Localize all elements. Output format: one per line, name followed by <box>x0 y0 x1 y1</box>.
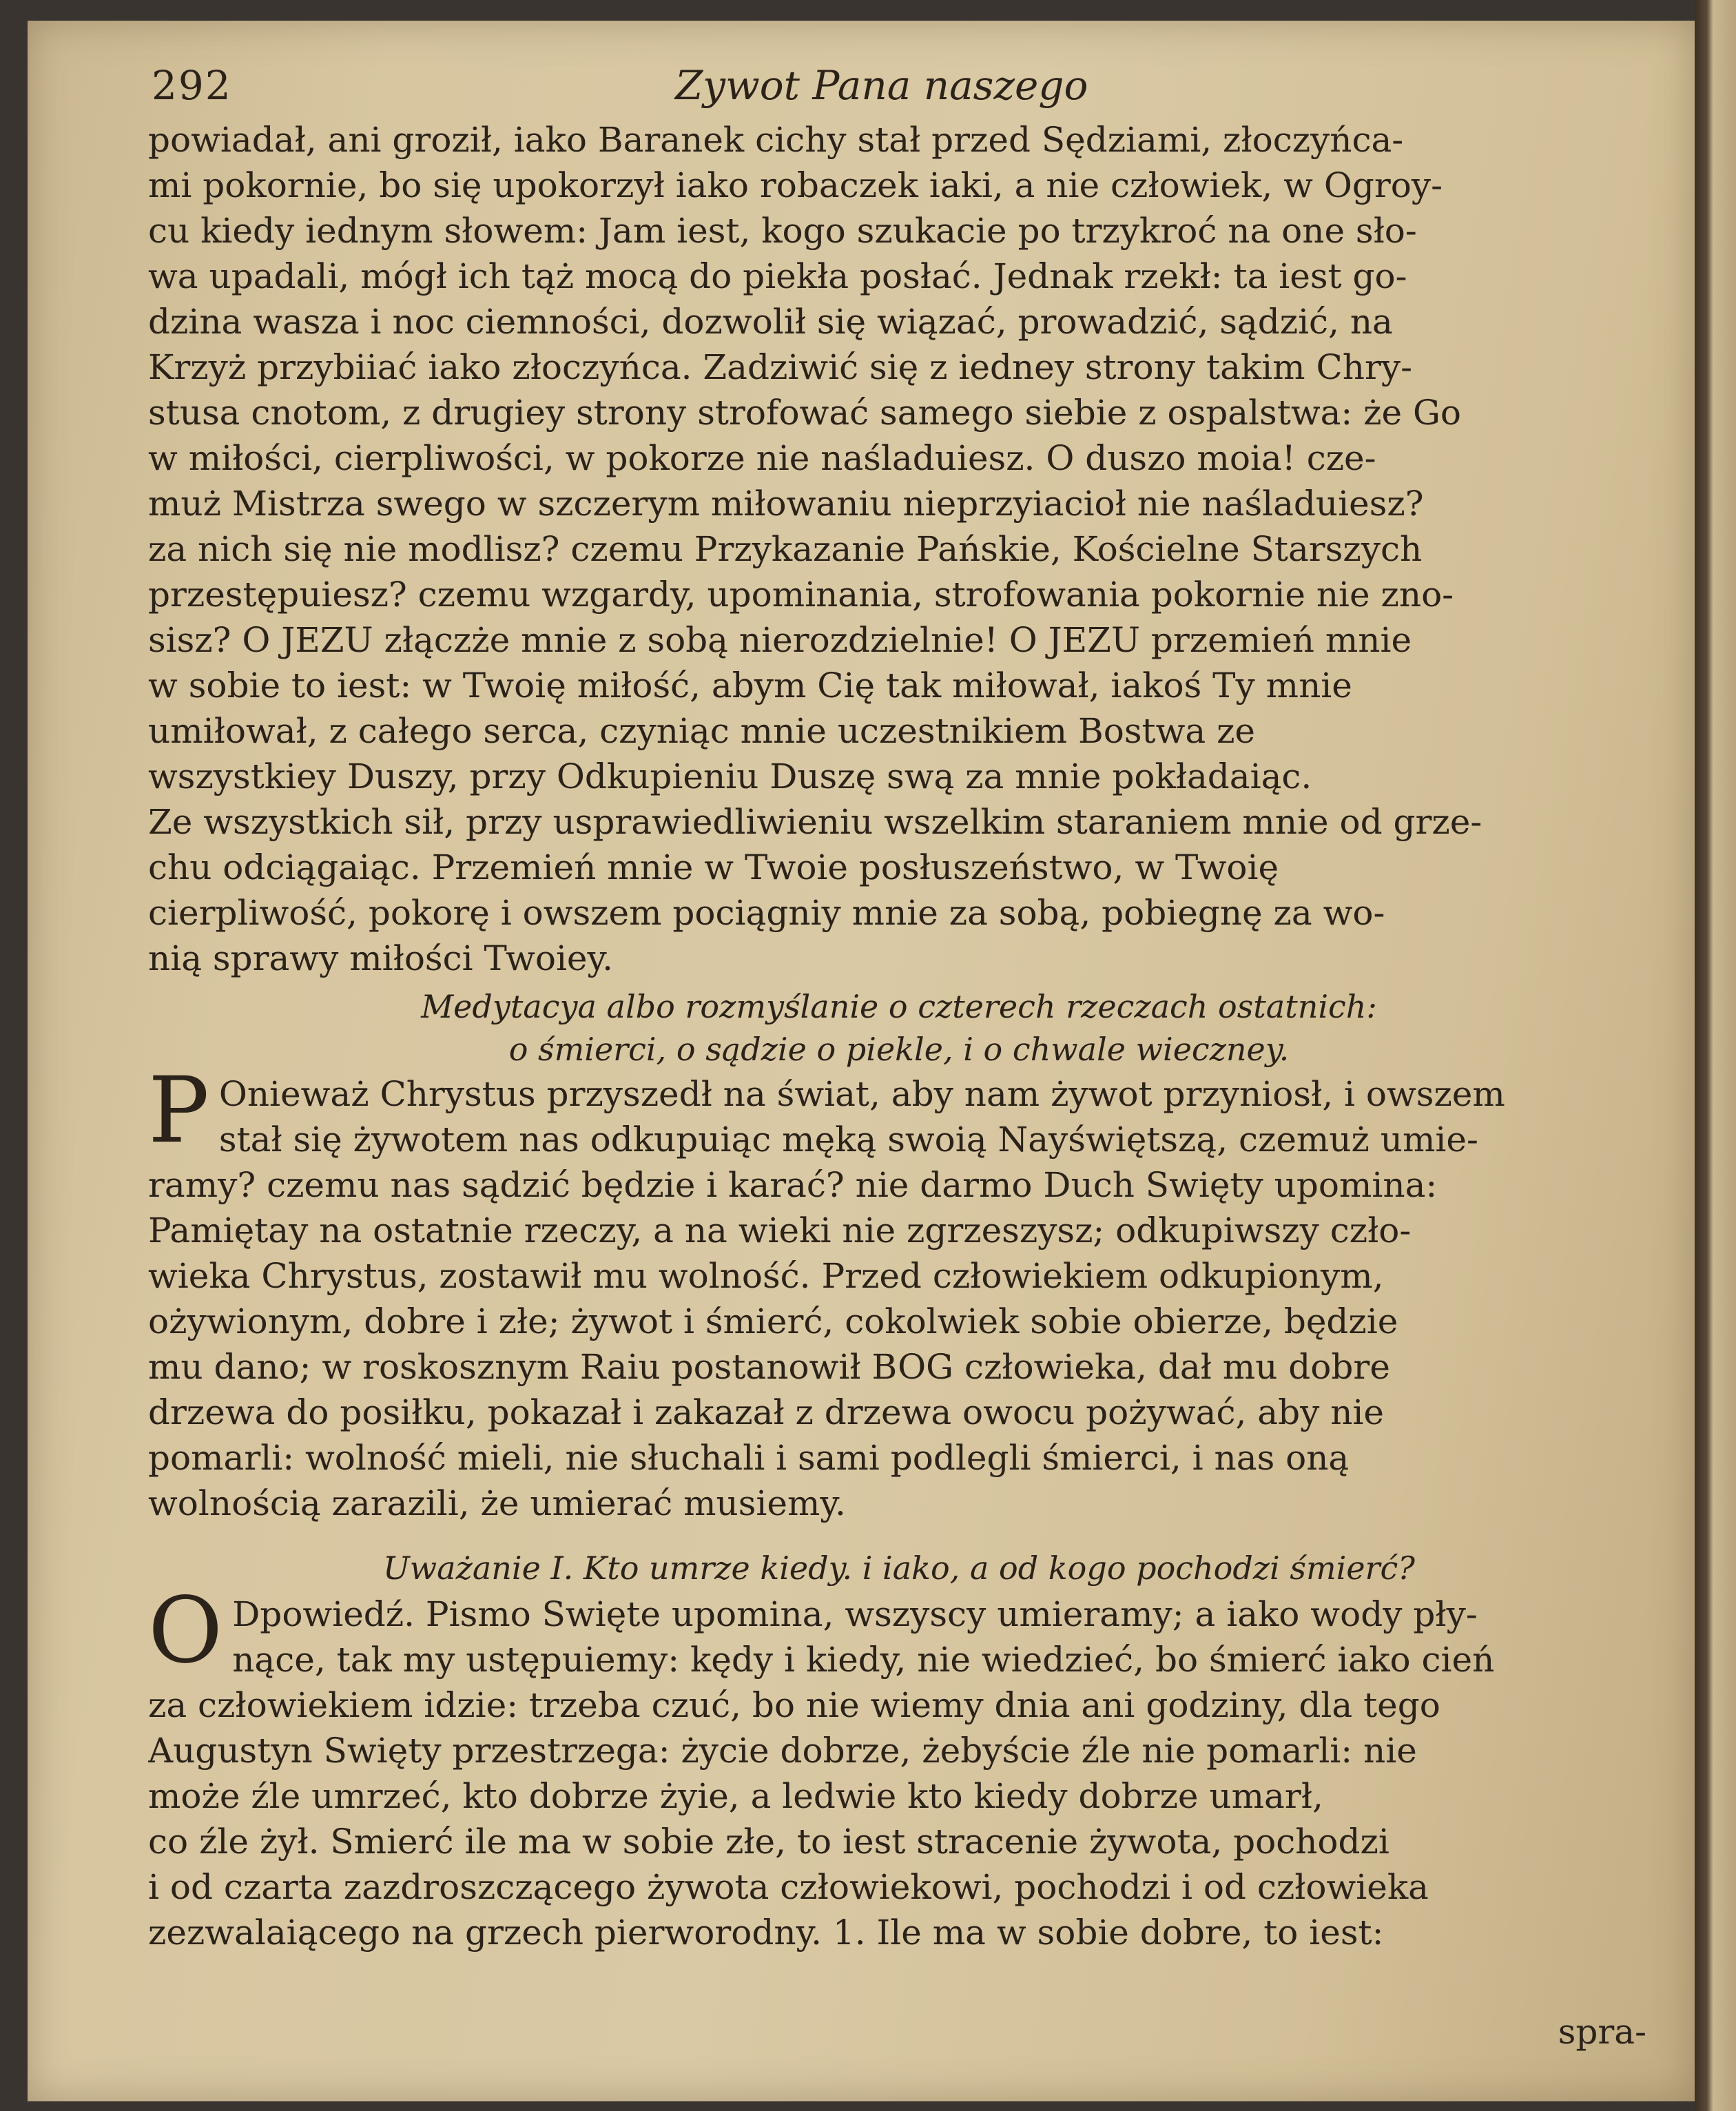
text-line: umiłował, z całego serca, czyniąc mnie uczestnikiem Bostwa ze <box>148 711 1256 751</box>
heading-line: o śmierci, o sądzie o piekle, i o chwale wieczney. <box>508 1031 1290 1068</box>
text-line: mu dano; w roskosznym Raiu postanowił BOG człowieka, dał mu dobre <box>148 1347 1390 1387</box>
text-line: Ze wszystkich sił, przy usprawiedliwieniu wszelkim staraniem mnie od grze- <box>148 802 1482 842</box>
text-line: Onieważ Chrystus przyszedł na świat, aby nam żywot przyniosł, i owszem <box>218 1074 1505 1114</box>
page-header <box>152 62 1667 124</box>
heading-line: Medytacya albo rozmyślanie o czterech rzeczach ostatnich: <box>421 988 1377 1025</box>
text-line: Dpowiedź. Pismo Swięte upomina, wszyscy umieramy; a iako wody pły- <box>232 1594 1478 1634</box>
drop-capital: O <box>148 1578 223 1684</box>
text-line: i od czarta zazdroszczącego żywota człowiekowi, pochodzi i od człowieka <box>148 1867 1429 1907</box>
text-line: cu kiedy iednym słowem: Jam iest, kogo szukacie po trzykroć na one sło- <box>148 211 1417 251</box>
text-line: cierpliwość, pokorę i owszem pociągniy mnie za sobą, pobiegnę za wo- <box>148 893 1385 933</box>
section-heading-consideration <box>148 1547 1650 1589</box>
text-line: stusa cnotom, z drugiey strony strofować samego siebie z ospalstwa: że Go <box>148 393 1462 433</box>
text-line: wolnością zarazili, że umierać musiemy. <box>148 1483 846 1523</box>
heading-line: Uważanie I. Kto umrze kiedy. i iako, a od kogo pochodzi śmierć? <box>383 1549 1415 1587</box>
text-line: nące, tak my ustępuiemy: kędy i kiedy, nie wiedzieć, bo śmierć iako cień <box>232 1640 1495 1680</box>
text-line: wieka Chrystus, zostawił mu wolność. Przed człowiekiem odkupionym, <box>148 1256 1384 1296</box>
text-line: Krzyż przybiiać iako złoczyńca. Zadziwić się z iedney strony takim Chry- <box>148 347 1412 387</box>
section-heading-meditation <box>148 985 1650 1071</box>
drop-capital: P <box>148 1058 209 1164</box>
text-line: zezwalaiącego na grzech pierworodny. 1. Ile ma w sobie dobre, to iest: <box>148 1913 1384 1953</box>
text-line: chu odciągaiąc. Przemień mnie w Twoie posłuszeństwo, w Twoię <box>148 847 1279 887</box>
running-title: Zywot Pana naszego <box>675 62 1088 109</box>
text-line: mi pokornie, bo się upokorzył iako robaczek iaki, a nie człowiek, w Ogroy- <box>148 165 1443 205</box>
text-line: przestępuiesz? czemu wzgardy, upominania, strofowania pokornie nie zno- <box>148 575 1454 615</box>
text-line: może źle umrzeć, kto dobrze żyie, a ledwie kto kiedy dobrze umarł, <box>148 1776 1323 1816</box>
page-number: 292 <box>152 62 232 109</box>
text-line: wszystkiey Duszy, przy Odkupieniu Duszę swą za mnie pokładaiąc. <box>148 756 1312 796</box>
paragraph-1 <box>148 117 1650 981</box>
text-line: w sobie to iest: w Twoię miłość, abym Cię tak miłował, iakoś Ty mnie <box>148 666 1352 706</box>
text-line: za człowiekiem idzie: trzeba czuć, bo nie wiemy dnia ani godziny, dla tego <box>148 1685 1440 1725</box>
text-line: drzewa do posiłku, pokazał i zakazał z drzewa owocu pożywać, aby nie <box>148 1392 1384 1432</box>
text-line: w miłości, cierpliwości, w pokorze nie naśladuiesz. O duszo moia! cze- <box>148 438 1376 478</box>
text-line: za nich się nie modlisz? czemu Przykazanie Pańskie, Kościelne Starszych <box>148 529 1423 569</box>
catchword: spra- <box>1558 2012 1646 2052</box>
text-line: stał się żywotem nas odkupuiąc męką swoią Nayświętszą, czemuż umie- <box>218 1120 1478 1160</box>
text-line: co źle żył. Smierć ile ma w sobie złe, to iest stracenie żywota, pochodzi <box>148 1822 1389 1862</box>
text-line: nią sprawy miłości Twoiey. <box>148 938 614 978</box>
text-line: Pamiętay na ostatnie rzeczy, a na wieki nie zgrzeszysz; odkupiwszy czło- <box>148 1211 1412 1250</box>
text-line: ożywionym, dobre i złe; żywot i śmierć, cokolwiek sobie obierze, będzie <box>148 1301 1398 1341</box>
text-line: pomarli: wolność mieli, nie słuchali i sami podlegli śmierci, i nas oną <box>148 1438 1350 1478</box>
paragraph-2 <box>148 1058 1650 1526</box>
paragraph-3 <box>148 1578 1650 1955</box>
text-line: ramy? czemu nas sądzić będzie i karać? nie darmo Duch Swięty upomina: <box>148 1165 1438 1205</box>
text-line: wa upadali, mógł ich tąż mocą do piekła posłać. Jednak rzekł: ta iest go- <box>148 256 1407 296</box>
text-line: Augustyn Swięty przestrzega: życie dobrze, żebyście źle nie pomarli: nie <box>148 1731 1417 1771</box>
text-line: dzina wasza i noc ciemności, dozwolił się wiązać, prowadzić, sądzić, na <box>148 302 1393 342</box>
page-gutter <box>1695 0 1736 2111</box>
text-line: powiadał, ani groził, iako Baranek cichy stał przed Sędziami, złoczyńca- <box>148 120 1404 160</box>
text-line: sisz? O JEZU złączże mnie z sobą nierozdzielnie! O JEZU przemień mnie <box>148 620 1412 660</box>
text-line: muż Mistrza swego w szczerym miłowaniu nieprzyiacioł nie naśladuiesz? <box>148 484 1424 524</box>
